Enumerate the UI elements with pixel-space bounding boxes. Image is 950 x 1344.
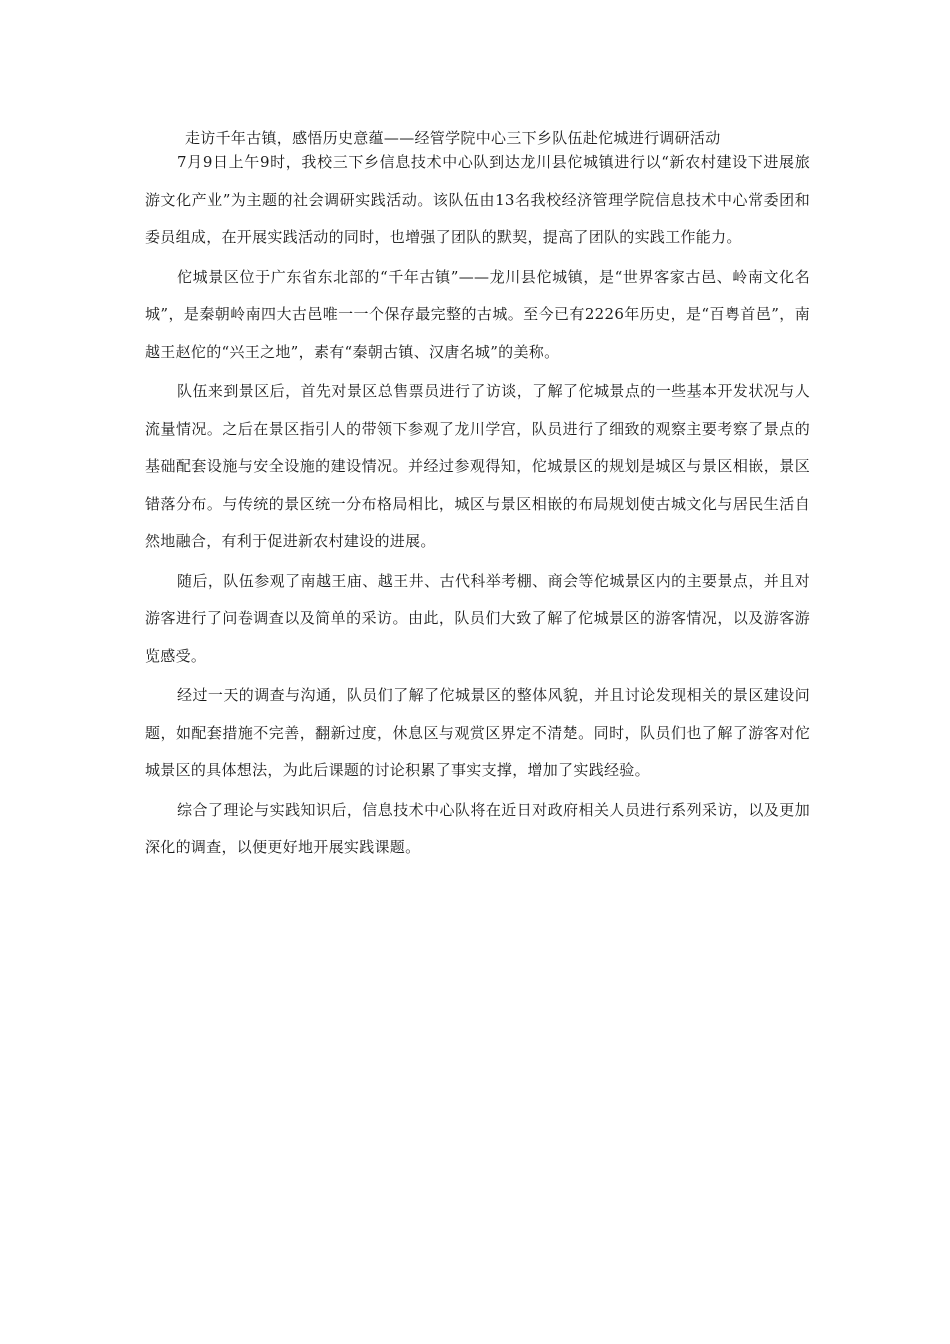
paragraph: 队伍来到景区后，首先对景区总售票员进行了访谈，了解了佗城景点的一些基本开发状况与人流量情况。之后在景区指引人的带领下参观了龙川学宫，队员进行了细致的观察主要考察了景点的基础配套设施与安全设施的建设情况。并经过参观得知，佗城景区的规划是城区与景区相嵌，景区错落分布。与传统的景区统一分布格局相比，城区与景区相嵌的布局规划使古城文化与居民生活自然地融合，有利于促进新农村建设的进展。: [145, 382, 810, 550]
paragraph: 综合了理论与实践知识后，信息技术中心队将在近日对政府相关人员进行系列采访，以及更加深化的调查，以便更好地开展实践课题。: [145, 800, 810, 856]
document-title: 走访千年古镇，感悟历史意蕴——经管学院中心三下乡队伍赴佗城进行调研活动: [185, 129, 721, 147]
paragraph: 佗城景区位于广东省东北部的“千年古镇”——龙川县佗城镇，是“世界客家古邑、岭南文化名城”，是秦朝岭南四大古邑唯一一个保存最完整的古城。至今已有2226年历史，是“百粤首邑”，南越王赵佗的“兴王之地”，素有“秦朝古镇、汉唐名城”的美称。: [145, 267, 810, 361]
document-body: [145, 124, 810, 869]
paragraph: 经过一天的调查与沟通，队员们了解了佗城景区的整体风貌，并且讨论发现相关的景区建设问题，如配套措施不完善，翻新过度，休息区与观赏区界定不清楚。同时，队员们也了解了游客对佗城景区的具体想法，为此后课题的讨论积累了事实支撑，增加了实践经验。: [145, 686, 810, 779]
paragraph: 随后，队伍参观了南越王庙、越王井、古代科举考棚、商会等佗城景区内的主要景点，并且对游客进行了问卷调查以及简单的采访。由此，队员们大致了解了佗城景区的游客情况，以及游客游览感受。: [145, 571, 810, 665]
paragraph: 7月9日上午9时，我校三下乡信息技术中心队到达龙川县佗城镇进行以“新农村建设下进展旅游文化产业”为主题的社会调研实践活动。该队伍由13名我校经济管理学院信息技术中心常委团和委员组成，在开展实践活动的同时，也增强了团队的默契，提高了团队的实践工作能力。: [145, 153, 810, 246]
